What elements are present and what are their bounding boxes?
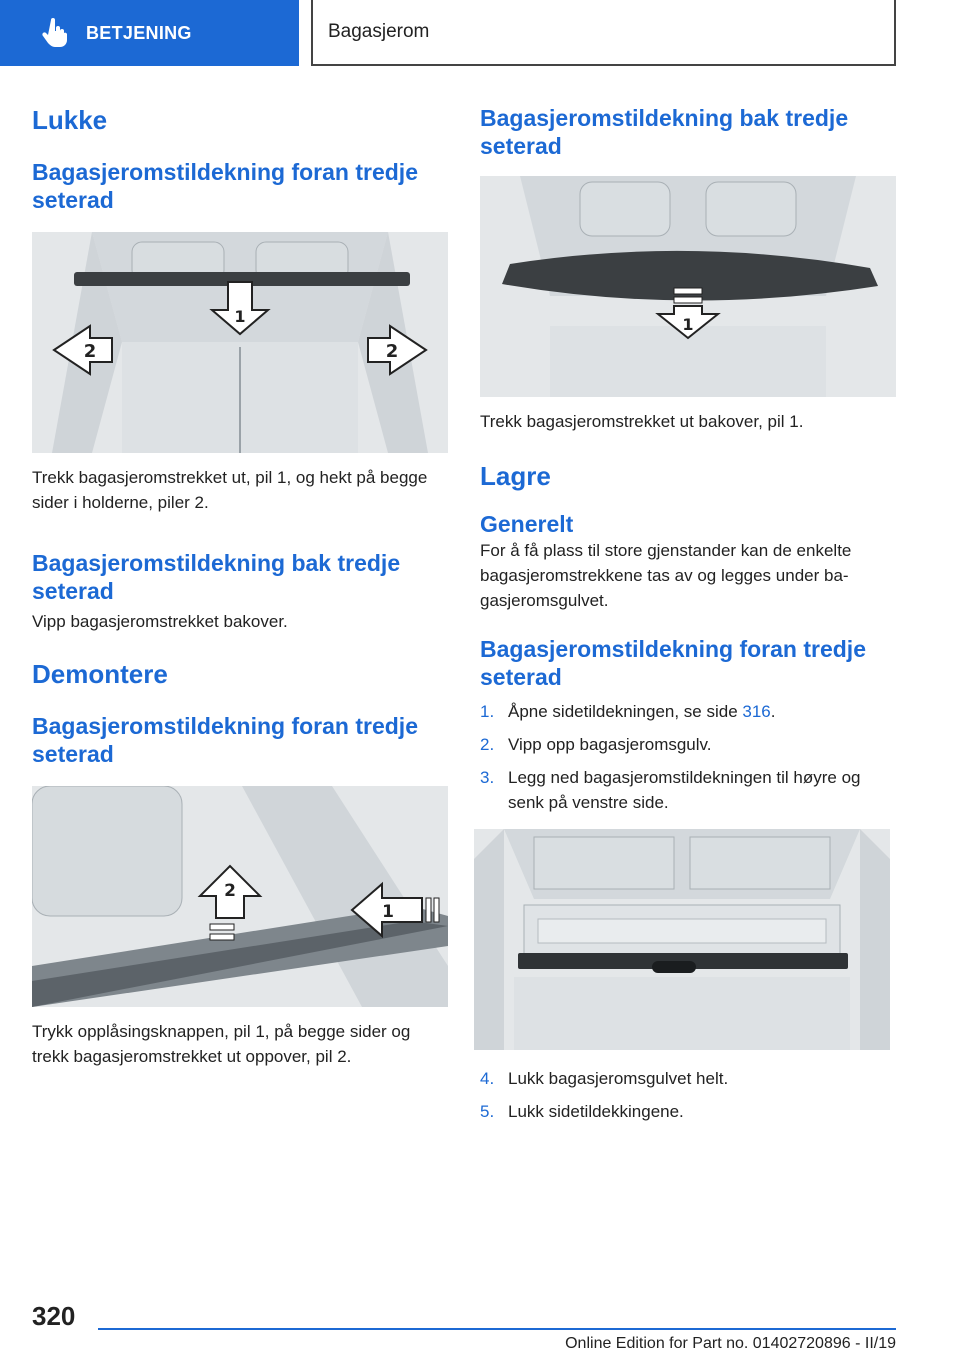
text-demontere-instruction: Trykk opplåsingsknappen, pil 1, på begge sider og trekk bagasjeromstrekket ut oppover, pil 2.: [32, 1022, 411, 1066]
figure-cover-store: [474, 829, 890, 1050]
heading-foran-tredje-seterad: Bagasjeromstildekning foran tredje seterad: [32, 159, 418, 213]
page-number: 320: [32, 1301, 76, 1331]
fig1-label-2b: 2: [385, 341, 399, 362]
section-tab[interactable]: [0, 0, 299, 66]
heading-lagre: Lagre: [480, 461, 551, 491]
heading-generelt: Generelt: [480, 511, 574, 537]
figure-cover-close-front: [32, 232, 448, 453]
fig3-label-1: 1: [682, 315, 694, 334]
illustration-trunk-rear-cover: [480, 176, 896, 397]
chapter-label: Bagasjerom: [328, 21, 430, 42]
right-column: [480, 100, 896, 1132]
illustration-trunk-floor: [474, 829, 890, 1050]
fig1-label-2a: 2: [83, 341, 97, 362]
steps-list-b: [480, 1066, 896, 1124]
fig2-label-1: 1: [382, 902, 394, 922]
section-label: BETJENING: [86, 22, 192, 43]
list-item: 5. Lukk sidetildekkingene.: [480, 1102, 684, 1121]
illustration-unlock-button: [32, 786, 448, 1007]
heading-foran-tredje-seterad-3: Bagasjeromstildekning foran tredje seterad: [480, 636, 866, 690]
footer-divider: [98, 1328, 896, 1330]
left-column: [32, 100, 448, 1069]
fig2-label-2: 2: [224, 881, 236, 901]
list-item: 4. Lukk bagasjeromsgulvet helt.: [480, 1069, 729, 1088]
list-item: 3. Legg ned bagasjeromstildekningen til høyre og senk på venstre side.: [480, 768, 861, 812]
heading-demontere: Demontere: [32, 659, 168, 689]
hand-pointer-icon: [42, 18, 68, 48]
heading-bak-tredje-seterad: Bagasjeromstildekning bak tredje seterad: [32, 550, 401, 604]
text-bak-pull: Trekk bagasjeromstrekket ut bakover, pil 1.: [480, 412, 804, 431]
chapter-title: [311, 0, 896, 66]
illustration-trunk-front-cover: [32, 232, 448, 453]
figure-cover-remove: [32, 786, 448, 1007]
heading-foran-tredje-seterad-2: Bagasjeromstildekning foran tredje seterad: [32, 713, 418, 767]
list-item: 2. Vipp opp bagasjeromsgulv.: [480, 735, 712, 754]
text-foran-instruction: Trekk bagasjeromstrekket ut, pil 1, og hekt på begge sider i holderne, piler 2.: [32, 468, 428, 512]
page-link-316[interactable]: 316: [742, 702, 771, 721]
edition-info: Online Edition for Part no. 01402720896 - II/19: [565, 1335, 896, 1352]
text-generelt: For å få plass til store gjenstander kan de enkelte bagasjeromstrekkene tas av og legges under bagasjeromsgulvet.: [480, 541, 852, 610]
figure-cover-rear: [480, 176, 896, 397]
steps-list-a: [480, 699, 896, 815]
heading-bak-tredje-seterad-2: Bagasjeromstildekning bak tredje seterad: [480, 105, 849, 159]
heading-lukke: Lukke: [32, 105, 108, 135]
text-bak-instruction: Vipp bagasjeromstrekket bakover.: [32, 612, 288, 631]
fig1-label-1: 1: [234, 307, 246, 326]
list-item: 1. Åpne sidetildekningen, se side 316.: [480, 702, 776, 721]
